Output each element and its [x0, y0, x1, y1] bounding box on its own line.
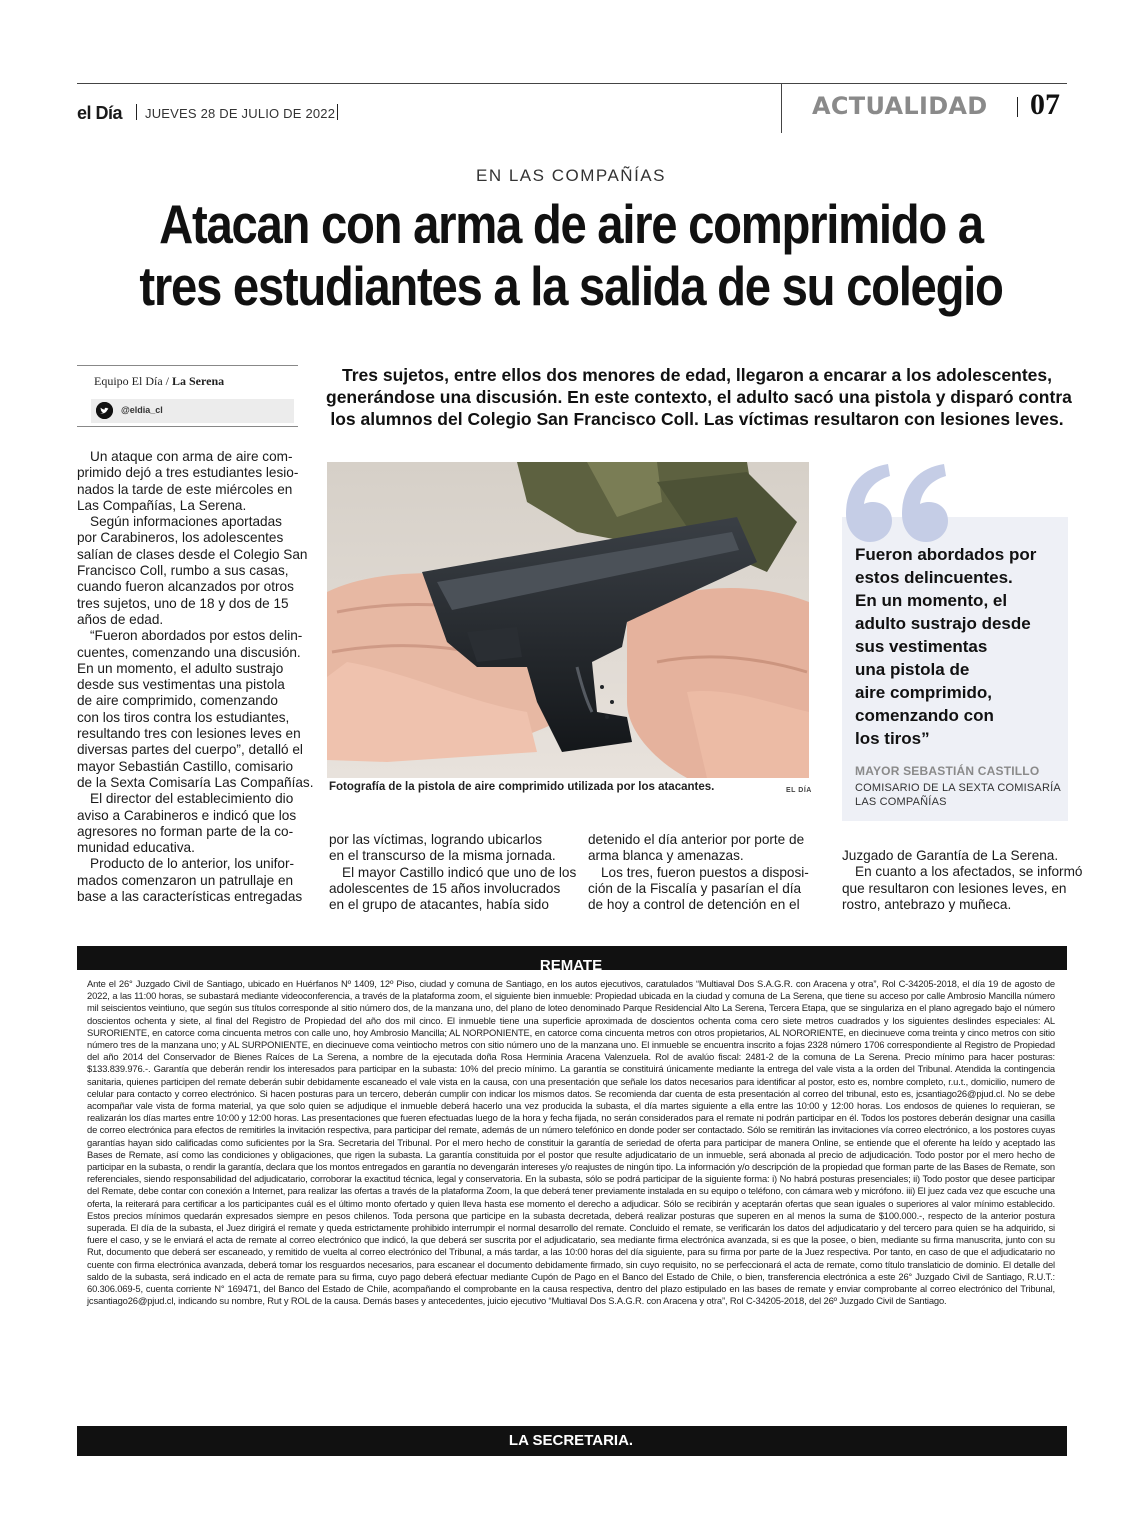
quote-line: Fueron abordados por: [855, 545, 1037, 564]
headline-line: tres estudiantes a la salida de su colegio: [139, 255, 1003, 317]
body-text-line: “Fueron abordados por estos delin-: [90, 628, 303, 644]
body-text-line: resultando tres con lesiones leves en: [77, 726, 301, 742]
byline-author: Equipo El Día /: [94, 374, 169, 388]
body-text-line: En cuanto a los afectados, se informó: [855, 864, 1083, 880]
body-text-line: años de edad.: [77, 611, 164, 627]
article-headline: [132, 193, 1011, 317]
header-rule: [77, 83, 1067, 84]
article-photo: [327, 462, 809, 778]
body-text-line: Un ataque con arma de aire com-: [90, 449, 293, 464]
body-text-line: munidad educativa.: [77, 840, 195, 856]
body-text-line: que resultaron con lesiones leves, en: [842, 880, 1067, 896]
body-text-line: Según informaciones aportadas: [90, 514, 282, 530]
body-text-line: cuando fueron alcanzados por otros: [77, 579, 294, 595]
newspaper-logo[interactable]: el Día: [77, 103, 123, 123]
quote-line: estos delincuentes.: [855, 568, 1013, 587]
social-handle[interactable]: @eldia_cl: [121, 405, 163, 415]
body-column-2: [329, 832, 577, 913]
header-pipe: [1017, 97, 1018, 117]
article-kicker: EN LAS COMPAÑÍAS: [476, 166, 666, 185]
body-text-line: El mayor Castillo indicó que uno de los: [342, 864, 577, 880]
body-text-line: Juzgado de Garantía de La Serena.: [842, 848, 1059, 863]
lead-line: los alumnos del Colegio San Francisco Coll. Las víctimas resultaron con lesiones leves.: [330, 409, 1064, 429]
body-text-line: Producto de lo anterior, los unifor-: [90, 856, 295, 872]
body-text-line: en el transcurso de la misma jornada.: [329, 848, 556, 864]
body-text-line: por las víctimas, logrando ubicarlos: [329, 832, 543, 847]
body-text-line: arma blanca y amenazas.: [588, 848, 744, 864]
body-text-line: aviso a Carabineros e indicó que los: [77, 807, 297, 823]
page-number: 07: [1030, 88, 1060, 121]
photo-credit: EL DÍA: [786, 787, 812, 794]
quote-line: una pistola de: [855, 660, 970, 679]
header-pipe: [136, 104, 137, 120]
body-text-line: nados la tarde de este miércoles en: [77, 481, 293, 497]
quote-role-line: LAS COMPAÑÍAS: [855, 795, 947, 808]
lead-line: Tres sujetos, entre ellos dos menores de edad, llegaron a encarar a los adolescentes,: [341, 365, 1052, 385]
remate-notice-text: Ante el 26° Juzgado Civil de Santiago, ubicado en Huérfanos Nº 1409, 12º Piso, ciudad y comuna de Santiago, en los autos ejecutivos, caratulados “Multiaval Dos S.A.G.R. con Aracena y otra”, Rol C-34205-2018, el día 19 de agosto de 2022, a las 11:00 horas, se subastará mediante videoconferencia, a través de la plataforma zoom, el siguiente bien inmueble: Propiedad ubicada en la ciudad y comuna de La Serena, que tiene su acceso por calle Ambrosio Mancilla número mil seiscientos veintiuno, que según sus títulos corresponde al sitio número dos, de la manzana uno, del plano de loteo denominado Parque Residencial Alto La Serena, Tercera Etapa, que se singulariza en el plano agregado bajo el número doscientos ochenta y siete, al final del Registro de Propiedad del año dos mil cinco. El inmueble tiene una superficie aproximada de doscientos ochenta coma cero siete metros cuadrados y los siguientes deslindes especiales: AL SURORIENTE, en catorce coma cincuenta metros con calle uno, hoy Ambrosio Mancilla; AL NORPONIENTE, en catorce coma cincuenta metros con otros propietarios, AL NORORIENTE, en diecinueve coma treinta y cinco metros con sitio número tres de la manzana uno; y AL SURPONIENTE, en diecinueve coma veintiocho metros con sitio número uno de la manzana uno. El inmueble se encuentra inscrito a fojas 2328 número 1706 correspondiente al Registro de Propiedad del año 2014 del Conservador de Bienes Raíces de La Serena, a nombre de la ejecutada doña Rosa Herminia Aracena Valenzuela. Rol de avalúo fiscal: 2481-2 de la comuna de La Serena. Precio mínimo para hacer posturas: $133.839.976.-. Garantía que deberán rendir los interesados para participar en la subasta: 10% del precio mínimo. La garantía se constituirá únicamente mediante la entrega del vale vista a la orden del Tribunal. Atendida la contingencia sanitaria, quienes participen del remate deberán subir debidamente escaneado el vale vista en la causa, con una presentación que señale los datos necesarios para identificar al postor, esto es, nombre completo, r.u.t., domicilio, numero de celular para contacto y correo electrónico. Si hacen posturas para un tercero, deberán cumplir con indicar los mismos datos. Se recomienda dar cuenta de esta presentación al correo del tribunal, esto es, jcsantiago26@pjud.cl. No se debe acompañar vale vista de forma material, ya que solo quien se adjudique el inmueble deberá hacerlo una vez producida la subasta, el día martes siguiente a ella entre las 10:00 y 12:00 horas. Los endosos de quienes lo requieran, se realizarán los días martes entre 10:00 y 12:00 horas. Las presentaciones que fueren efectuadas luego de la hora y fecha fijada, no serán considerados para el remate ni podrán participar en él. Todos los postores deberán designar una casilla de correo electrónica para efectos de remitirles la invitación respectiva, para participar del remate, además de un número telefónico en donde poder ser contactado. Sólo se remitirán las invitaciones vía correo electrónico, a los postores cuyas garantías hayan sido calificadas como suficientes por la Sra. Secretaria del Tribunal. Por el mero hecho de constituir la garantía de seriedad de oferta para participar de manera Online, se entiende que el oferente ha leído y aceptado las Bases de Remate, así como las condiciones y obligaciones, que rigen la subasta. La garantía constituida por el postor que resulte adjudicatario de un inmueble, será abonada al precio de adjudicación. Todo postor por el mero hecho de participar en la subasta, o rendir la garantía, declara que los montos entregados en garantía no devengarán intereses y/o reajustes de ningún tipo. La información y/o descripción de la propiedad que forman parte de las Bases de Remate, son referenciales, siendo responsabilidad del adjudicatario, corroborar la exactitud técnica, legal y conservatoria. En la subasta, sólo se podrá participar de la siguiente forma: i) No habrá posturas presenciales; ii) Todo postor que desee participar del Remate, debe contar con conexión a Internet, para realizar las ofertas a través de la plataforma Zoom, la que deberá tener previamente instalada en su equipo o teléfono, con cámara web y micrófono. iii) El juez cada vez que escuche una oferta, la reiterará para certificar a los participantes cuál es el último monto ofertado y quien lleva hasta ese momento el derecho a adjudicar. Sólo se recibirán y aceptarán ofertas que sean iguales o superiores al valor mínimo establecido. Estos precios mínimos quedarán expresados siempre en pesos chilenos. Toda persona que participe en la subasta decretada, deberá realizar posturas que superen en al menos la suma de $100.000.-, respecto de la anterior postura superada. El día de la subasta, el Juez dirigirá el remate y queda estrictamente prohibido interrumpir el normal desarrollo del remate. Concluido el remate, se verificarán los datos del adjudicatario y del tercero para quien se ha adquirido, si fuere el caso, y se le enviará el acta de remate al correo electrónico que indicó, la que deberá ser suscrita por el adjudicatario, sea mediante firma electrónica avanzada, si es que la posee, o bien, mediante su firma manuscrita, junto con su Rut, documento que deberá ser escaneado, y remitido de vuelta al correo electrónico del Tribunal, a más tardar, a las 10:00 horas del día siguiente, para su firma por parte de la Juez respectiva. Por tanto, en caso de que el adjudicatario no cuente con firma electrónica avanzada, deberá tomar los resguardos necesarios, para escanear el documento debidamente firmado, sin cuyo requisito, no se perfeccionará el acta de remate, como título translaticio de dominio. El detalle del saldo de la subasta, será indicado en el acta de remate para su firma, cuyo pago deberá efectuar mediante Cupón de Pago en el Banco del Estado de Chile, o bien, transferencia electrónica a este 26° Juzgado Civil de Santiago, R.U.T.: 60.306.069-5, cuenta corriente N° 169471, del Banco del Estado de Chile, acompañando el comprobante en la causa respectiva, dentro del plazo estipulado en las bases de remate y enviar comprobante al correo electrónico del Tribunal, jcsantiago26@pjud.cl, indicando su nombre, Rut y ROL de la causa. Demás bases y antecedentes, juicio ejecutivo “Multiaval Dos S.A.G.R. con Aracena y otra”, Rol C-34205-2018, del 26º Juzgado Civil de Santiago.: [87, 978, 1055, 1307]
section-name[interactable]: ACTUALIDAD: [812, 92, 988, 120]
body-text-line: detenido el día anterior por porte de: [588, 832, 805, 847]
photo-caption: Fotografía de la pistola de aire comprimido utilizada por los atacantes.: [329, 781, 715, 793]
body-text-line: adolescentes de 15 años involucrados: [329, 880, 561, 896]
body-text-line: Las Compañías, La Serena.: [77, 497, 247, 513]
body-text-line: mayor Sebastián Castillo, comisario: [77, 758, 294, 774]
byline-box: [77, 365, 298, 427]
issue-date: JUEVES 28 DE JULIO DE 2022: [145, 106, 336, 121]
quote-line: aire comprimido,: [855, 683, 992, 702]
social-bar[interactable]: [91, 399, 294, 423]
body-text-line: mados comenzaron un patrullaje en: [77, 872, 294, 888]
body-text-line: ción de la Fiscalía y pasarían el día: [588, 880, 802, 896]
body-text-line: de hoy a control de detención en el: [588, 897, 800, 913]
body-text-line: Los tres, fueron puestos a disposi-: [601, 864, 809, 880]
quote-line: sus vestimentas: [855, 637, 988, 656]
body-column-1: [77, 449, 314, 905]
twitter-icon: [96, 402, 113, 419]
body-text-line: por Carabineros, los adolescentes: [77, 530, 284, 546]
quote-line: adulto sustrajo desde: [855, 614, 1031, 633]
body-text-line: base a las características entregadas: [77, 889, 303, 905]
body-text-line: con los tiros contra los estudiantes,: [77, 709, 290, 725]
body-text-line: cuentes, comenzando una discusión.: [77, 644, 301, 660]
body-text-line: desde sus vestimentas una pistola: [77, 677, 285, 693]
body-text-line: agresores no forman parte de la co-: [77, 823, 294, 839]
body-text-line: Francisco Coll, rumbo a sus casas,: [77, 563, 289, 579]
pull-quote-text: [855, 543, 1036, 750]
header-divider: [781, 83, 782, 133]
secretaria-signature: LA SECRETARIA.: [508, 1432, 634, 1449]
quote-line: comenzando con: [855, 706, 994, 725]
quote-role: [855, 782, 1061, 809]
body-text-line: El director del establecimiento dio: [90, 791, 294, 807]
quote-mark-icon: [840, 458, 950, 548]
quote-line: los tiros”: [855, 729, 930, 748]
article-lead: [326, 364, 1072, 430]
pistol-photo-illustration: [327, 462, 809, 778]
body-text-line: primido dejó a tres estudiantes lesio-: [77, 465, 299, 481]
body-column-4: [842, 848, 1083, 913]
quote-line: En un momento, el: [855, 591, 1008, 610]
byline-location: La Serena: [172, 374, 225, 388]
body-text-line: de aire comprimido, comenzando: [77, 693, 278, 709]
lead-line: generándose una discusión. En este contexto, el adulto sacó una pistola y disparó contra: [326, 387, 1072, 407]
body-text-line: En un momento, el adulto sustrajo: [77, 660, 284, 676]
body-column-3: [588, 832, 813, 913]
body-text-line: de la Sexta Comisaría Las Compañías.: [77, 774, 314, 790]
body-text-line: tres sujetos, uno de 18 y dos de 15: [77, 595, 289, 611]
body-text-line: salían de clases desde el Colegio San: [77, 546, 308, 562]
body-text-line: rostro, antebrazo y muñeca.: [842, 896, 1012, 912]
remate-title: REMATE: [539, 957, 603, 974]
headline-line: Atacan con arma de aire comprimido a: [159, 193, 983, 255]
quote-attribution: MAYOR SEBASTIÁN CASTILLO: [855, 764, 1040, 778]
byline: [94, 374, 224, 389]
header-pipe: [337, 104, 338, 120]
body-text-line: en el grupo de atacantes, había sido: [329, 897, 549, 913]
body-text-line: diversas partes del cuerpo”, detalló el: [77, 742, 303, 758]
quote-role-line: COMISARIO DE LA SEXTA COMISARÍA: [855, 782, 1061, 794]
